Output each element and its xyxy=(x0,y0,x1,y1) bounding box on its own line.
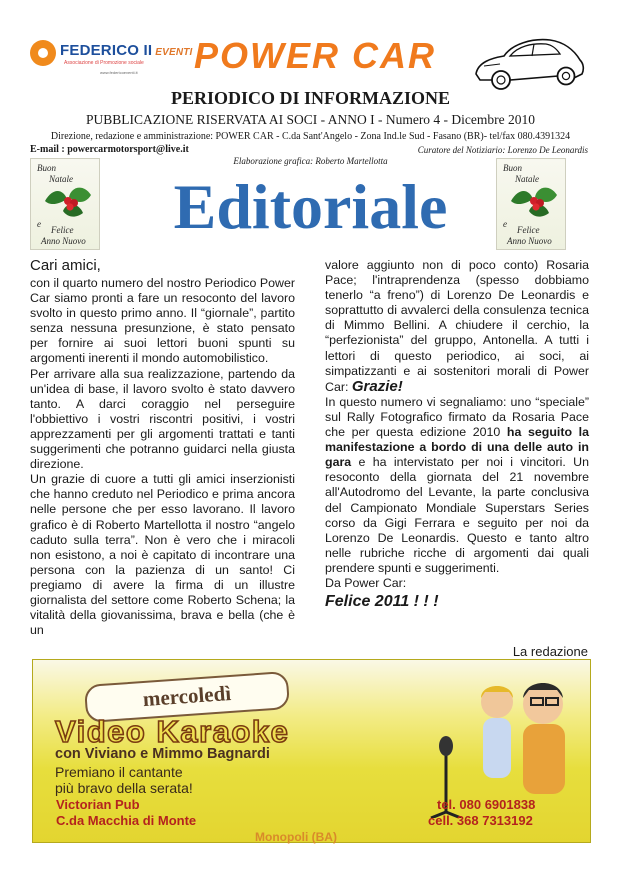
card-text-e: e xyxy=(503,219,507,229)
sports-car-icon xyxy=(470,28,588,96)
logo-url: www.federicoeventi.it xyxy=(100,70,138,75)
article-paragraph: valore aggiunto non di poco conto) Rosaria Pace; l'intraprendenza (spesso dobbiamo tenerlo “a freno”) di Lorenzo De Leonardis e soprattutto di avvalerci della consulenza tecnica di Mimmo Bellini. A chiudere il cerchio, la “perfezionista” del gruppo, Antonella. A tutti i lettori di questo periodico, ai soci, ai simpatizzanti e ai sostenitori morali di Power Car: xyxy=(325,258,589,394)
logo-eventi: EVENTI xyxy=(155,47,193,58)
ad-prize-line1: Premiano il cantante xyxy=(55,764,183,780)
card-text-anno-nuovo: Anno Nuovo xyxy=(41,236,86,246)
article-paragraph: e ha intervistato per noi i vincitori. Un resoconto della giornata del 21 novembre all'Autodromo del Levante, la parte conclusiva del Campionato Mondiale Superstars Series corso da Gigi Ferrara e seguito per noi da Lorenzo De Leonardis. Questo e tanto altro nelle rubriche ricche di argomenti dai quali prendere spunti e suggerimenti. xyxy=(325,455,589,575)
ad-phone: tel. 080 6901838 xyxy=(437,797,536,812)
publication-line: PUBBLICAZIONE RISERVATA AI SOCI - ANNO I - Numero 4 - Dicembre 2010 xyxy=(85,112,536,127)
card-text-buon: Buon xyxy=(503,163,522,173)
periodical-subtitle: PERIODICO DI INFORMAZIONE xyxy=(170,88,451,108)
editorial-title: Editoriale xyxy=(173,171,448,242)
ad-day: mercoledì xyxy=(84,671,290,723)
felice-2011: Felice 2011 ! ! ! xyxy=(325,593,439,611)
masthead-title: POWER CAR xyxy=(194,35,436,76)
graphics-credit: Elaborazione grafica: Roberto Martellotta xyxy=(233,156,388,166)
email-line[interactable]: E-mail : powercarmotorsport@live.it xyxy=(30,144,189,155)
card-text-felice: Felice xyxy=(51,225,74,235)
card-text-anno-nuovo: Anno Nuovo xyxy=(507,236,552,246)
signature-redazione: La redazione xyxy=(512,644,588,659)
article-paragraph: In questo numero vi segnaliamo: uno “speciale” sul Rally Fotografico firmato da Rosaria Pace che per questa edizione 2010 xyxy=(325,394,589,440)
ad-hosts: con Viviano e Mimmo Bagnardi xyxy=(55,746,270,762)
logo-brand: FEDERICO II xyxy=(60,42,153,59)
ad-venue: Victorian Pub xyxy=(56,797,140,812)
card-text-felice: Felice xyxy=(517,225,540,235)
ad-city: Monopoli (BA) xyxy=(255,830,337,844)
ad-cell: cell. 368 7313192 xyxy=(428,813,533,828)
card-text-buon: Buon xyxy=(37,163,56,173)
cartoon-singers-icon xyxy=(461,668,581,808)
curator-line: Curatore del Notiziario: Lorenzo De Leonardis xyxy=(417,145,588,155)
article-bold-text: ha seguito la manifestazione a bordo di una delle auto in gara xyxy=(325,425,589,470)
card-text-natale: Natale xyxy=(515,174,539,184)
article-paragraph: Un grazie di cuore a tutti gli amici inserzionisti che hanno creduto nel Periodico e prima ancora nelle persone che per esso lavorano. Il lavoro grafico è di Roberto Martellotta il nostro “angelo caduto sulla terra”. Non è vero che i miracoli non esistono, a noi è capitato di incontrare una persona con la pazienza di un santo! Ci pregiamo di avere la firma di un illustre giornalista del settore come Roberto Schena; la vitalità della giovanissima, brava e bella (che è un xyxy=(30,472,295,638)
card-text-e: e xyxy=(37,219,41,229)
article-paragraph: con il quarto numero del nostro Periodico Power Car siamo pronti a fare un resoconto del lavoro svolto in questo primo anno. Il “giornale”, partito senza nessuna presunzione, è stato pensato per fornire ai suoi lettori buoni spunti su argomenti inerenti il mondo automobilistico. xyxy=(30,276,295,366)
article-paragraph: Per arrivare alla sua realizzazione, partendo da un'idea di base, il lavoro svolto è stato davvero tanto. A darci coraggio nel perseguire l'obbiettivo i vostri riscontri positivi, i vostri apprezzamenti per gli argomenti trattati e tanti suggerimenti che potranno guidarci nella giusta direzione. xyxy=(30,366,295,472)
gear-logo-icon xyxy=(30,40,56,66)
ad-street: C.da Macchia di Monte xyxy=(56,813,197,828)
sign-from: Da Power Car: xyxy=(325,575,407,590)
article-greeting: Cari amici, xyxy=(30,257,101,274)
card-text-natale: Natale xyxy=(49,174,73,184)
ad-prize-line2: più bravo della serata! xyxy=(55,780,193,796)
article-column-right xyxy=(325,258,589,613)
grazie-text: Grazie! xyxy=(351,377,403,395)
article-column-left xyxy=(30,258,295,638)
ad-headline: Video Karaoke xyxy=(55,714,290,749)
federico-eventi-logo xyxy=(30,38,193,82)
address-line: Direzione, redazione e amministrazione: POWER CAR - C.da Sant'Angelo - Zona Ind.le Sud - Fasano (BR)- tel/fax 080.4391324 xyxy=(50,131,571,142)
logo-tagline: Associazione di Promozione sociale xyxy=(64,60,144,66)
